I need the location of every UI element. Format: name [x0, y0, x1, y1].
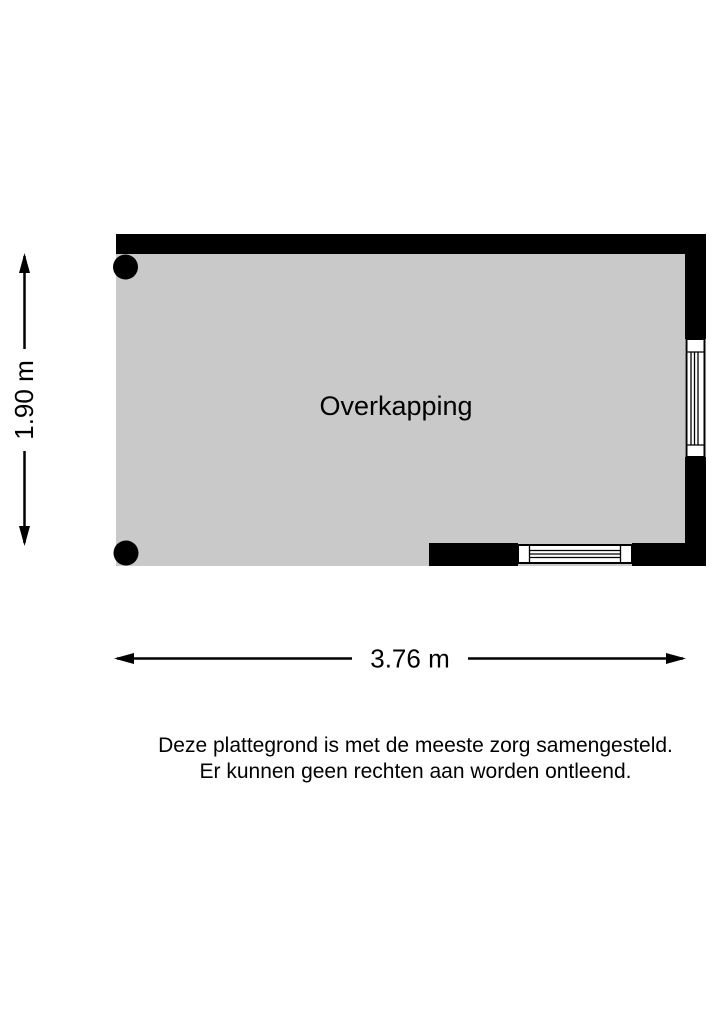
dimension-width [114, 644, 686, 674]
dimension-width-label: 3.76 m [370, 643, 450, 674]
disclaimer-line-1: Deze plattegrond is met de meeste zorg samengesteld. [158, 734, 673, 757]
post-bottom-left-icon [114, 541, 139, 566]
window-bottom-icon [518, 545, 632, 563]
arrow-down-icon [19, 526, 30, 546]
wall-right-upper [685, 234, 706, 339]
disclaimer [110, 733, 720, 785]
wall-bottom-right-segment [632, 543, 706, 566]
window-right-icon [687, 339, 705, 457]
dimension-height [9, 253, 39, 546]
arrow-right-icon [666, 653, 686, 664]
wall-top [116, 234, 706, 254]
disclaimer-line-2: Er kunnen geen rechten aan worden ontleend. [199, 760, 632, 783]
wall-bottom-left-segment [429, 543, 518, 566]
arrow-left-icon [114, 653, 134, 664]
dimension-height-label: 1.90 m [9, 360, 39, 440]
post-top-left-icon [113, 255, 138, 280]
room-label: Overkapping [319, 391, 473, 421]
arrow-up-icon [19, 253, 30, 273]
